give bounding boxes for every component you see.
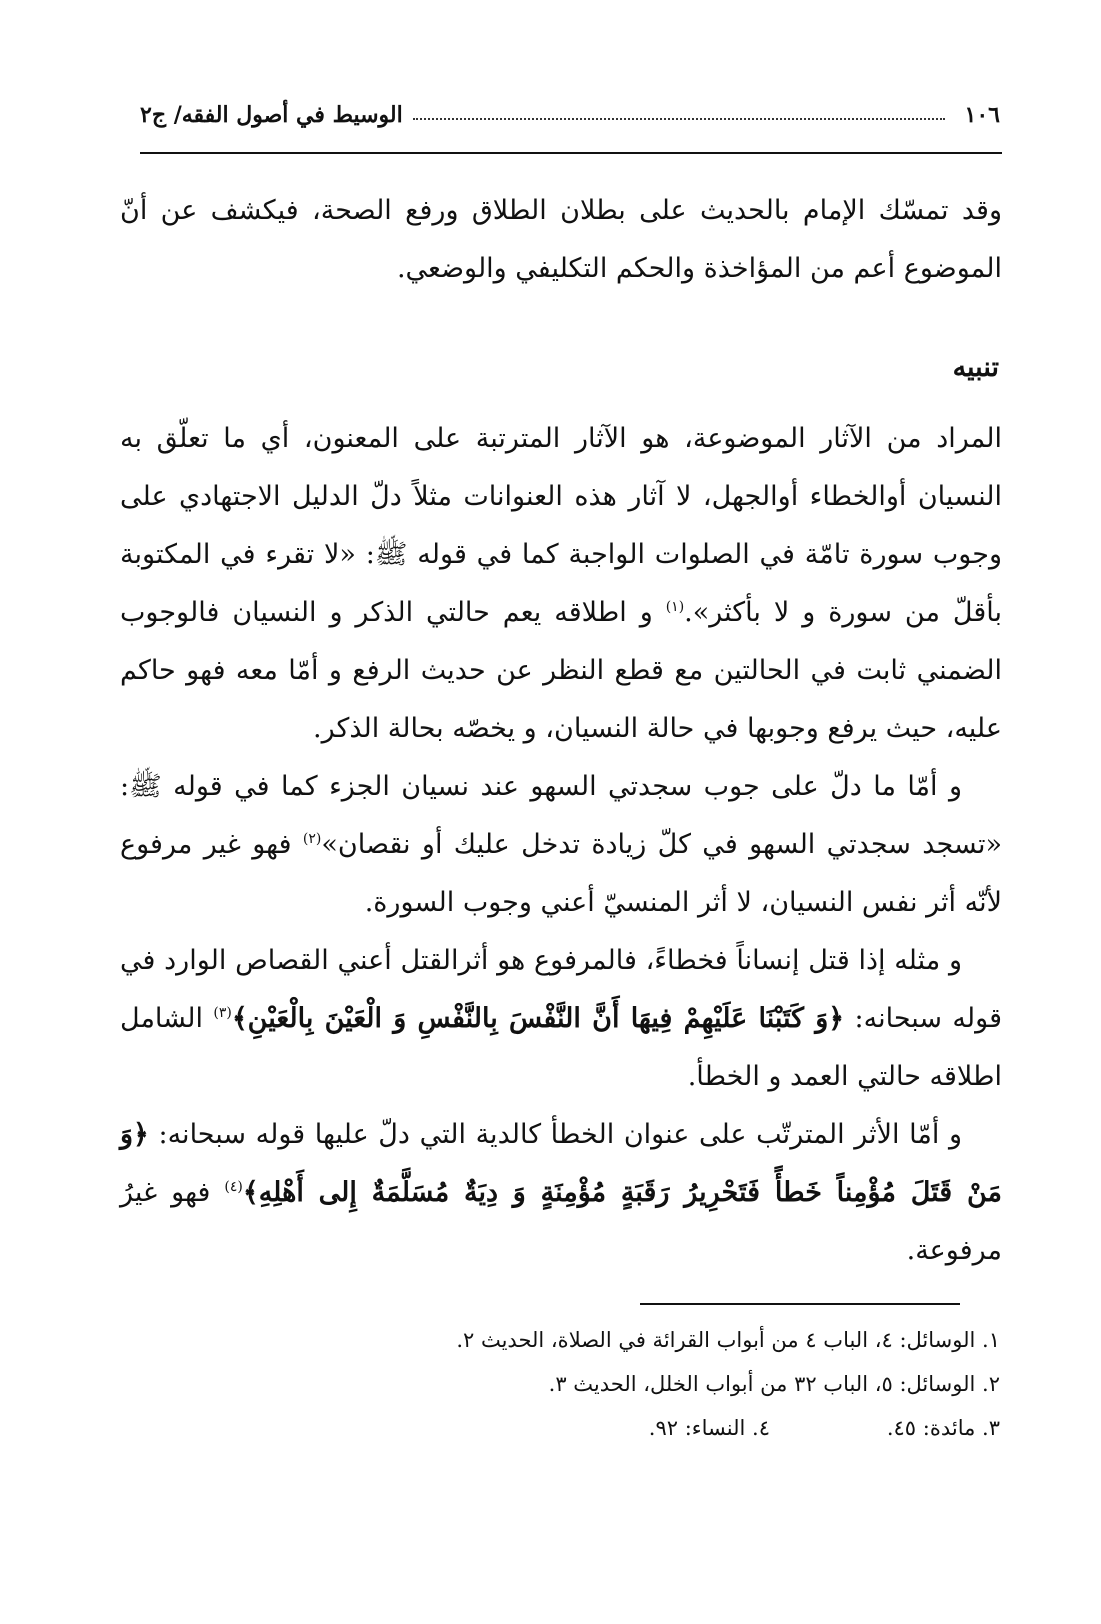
paragraph-3 <box>120 932 1002 1106</box>
quran-verse-1: ﴿وَ كَتَبْنَا عَلَيْهِمْ فِيهَا أَنَّ النَّفْسَ بِالنَّفْسِ وَ الْعَيْنَ بِالْعَيْنِ﴾ <box>231 1003 845 1034</box>
paragraph-1 <box>120 410 1002 758</box>
footnote-ref-2[interactable]: (٢) <box>302 831 322 847</box>
body-text <box>120 410 1002 1280</box>
section-heading: تنبيه <box>952 352 999 383</box>
paragraph-1-part-b: و اطلاقه يعم حالتي الذكر و النسيان فالوجوب الضمني ثابت في الحالتين مع قطع النظر عن حديث الرفع و أمّا معه فهو حاكم عليه، حيث يرفع وجوبها في حالة النسيان، و يخصّه بحالة الذكر. <box>120 597 1002 744</box>
footnote-pair <box>120 1406 1000 1450</box>
footnote-2: ٢. الوسائل: ٥، الباب ٣٢ من أبواب الخلل، الحديث ٣. <box>548 1372 1000 1396</box>
footnote-ref-4[interactable]: (٤) <box>224 1179 243 1195</box>
footnote-ref-3[interactable]: (٣) <box>213 1005 232 1021</box>
footnote-1: ١. الوسائل: ٤، الباب ٤ من أبواب القرائة في الصلاة، الحديث ٢. <box>456 1328 1000 1352</box>
paragraph-3-part-a: و مثله إذا قتل إنساناً فخطاءً، فالمرفوع هو أثرالقتل أعني القصاص الوارد في قوله سبحانه: <box>120 945 1002 1034</box>
footnote-ref-1[interactable]: (١) <box>665 599 685 615</box>
paragraph-2 <box>120 758 1002 932</box>
footnote-3: ٣. مائدة: ٤٥. <box>886 1416 1000 1440</box>
running-title: الوسيط في أصول الفقه/ ج٢ <box>140 102 403 128</box>
paragraph-2-part-a: و أمّا ما دلّ على جوب سجدتي السهو عند نسيان الجزء كما في قوله ﷺ: «تسجد سجدتي السهو في كلّ زيادة تدخل عليك أو نقصان» <box>120 771 1002 860</box>
footnote-4: ٤. النساء: ٩٢. <box>648 1416 770 1440</box>
footnote-rule <box>640 1303 960 1305</box>
footnotes <box>120 1318 1000 1450</box>
paragraph-4 <box>120 1106 1002 1280</box>
intro-paragraph <box>120 182 1002 298</box>
paragraph-4-part-b: فهو غيرُ مرفوعة. <box>120 1177 1002 1266</box>
page-number: ١٠٦ <box>964 102 1000 128</box>
quran-verse-2: ﴿وَ مَنْ قَتَلَ مُؤْمِناً خَطأً فَتَحْرِيرُ رَقَبَةٍ مُؤْمِنَةٍ وَ دِيَةٌ مُسَلَّمَةٌ إِلى أَهْلِهِ﴾ <box>120 1119 1002 1208</box>
paragraph-1-part-a: المراد من الآثار الموضوعة، هو الآثار المترتبة على المعنون، أي ما تعلّق به النسيان أوالخطاء أوالجهل، لا آثار هذه العنوانات مثلاً دلّ الدليل الاجتهادي على وجوب سورة تامّة في الصلوات الواجبة كما في قوله ﷺ: «لا تقرء في المكتوبة بأقلّ من سورة و لا بأكثر». <box>120 423 1002 628</box>
page-header <box>140 92 1000 138</box>
header-rule <box>140 152 1002 154</box>
paragraph-4-part-a: و أمّا الأثر المترتّب على عنوان الخطأ كالدية التي دلّ عليها قوله سبحانه: <box>148 1119 962 1150</box>
paragraph-2-part-b: فهو غير مرفوع لأنّه أثر نفس النسيان، لا أثر المنسيّ أعني وجوب السورة. <box>120 829 1002 918</box>
paragraph-3-part-b: الشامل اطلاقه حالتي العمد و الخطأ. <box>120 1003 1002 1092</box>
dotted-leader <box>413 118 945 120</box>
intro-text: وقد تمسّك الإمام بالحديث على بطلان الطلاق ورفع الصحة، فيكشف عن أنّ الموضوع أعم من المؤاخذة والحكم التكليفي والوضعي. <box>120 195 1002 284</box>
